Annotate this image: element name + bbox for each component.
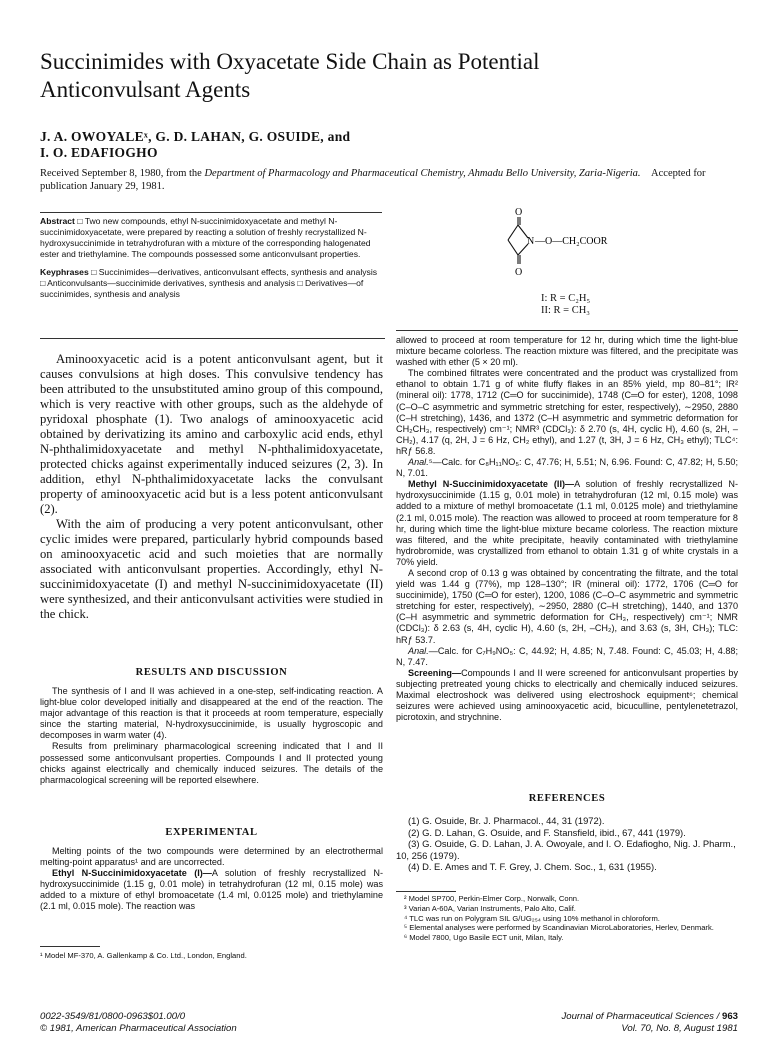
- results-body: [40, 686, 383, 786]
- keyphrases-label: Keyphrases □: [40, 267, 97, 277]
- received-accepted: Accepted for publication January 29, 1981.: [40, 168, 706, 192]
- footnote-rule-left: [40, 946, 100, 947]
- structure-nitrogen: N: [527, 236, 535, 247]
- footer-doi-code: 0022-3549/81/0800-0963$01.00/0: [40, 1011, 186, 1022]
- right-paragraph-4: [396, 479, 738, 568]
- right-paragraph-1: allowed to proceed at room temperature for 12 hr, during which time the light-blue mixture became colorless. The reaction mixture was filtered, and the precipitate was washed with ether (5 × 20 ml).: [396, 335, 738, 368]
- page-number: 963: [721, 1011, 738, 1022]
- received-note: [40, 167, 720, 193]
- title-line-2: Anticonvulsant Agents: [40, 77, 251, 102]
- authors-line-1: J. A. OWOYALEˣ, G. D. LAHAN, G. OSUIDE, and: [40, 129, 351, 144]
- results-paragraph-2: Results from preliminary pharmacological screening indicated that I and II possessed some anticonvulsant properties. Compounds I and II protected young chicks against electrically and chemically induced seizures. The details of the pharmacological screening will be reported elsewhere.: [40, 741, 383, 785]
- authors-line-2: I. O. EDAFIOGHO: [40, 145, 158, 160]
- right-column-body: [396, 335, 738, 723]
- experimental-paragraph-1: Melting points of the two compounds were determined by an electrothermal melting-point apparatus¹ and are uncorrected.: [40, 846, 383, 868]
- article-title: [40, 48, 680, 104]
- intro-paragraph-2: With the aim of producing a very potent anticonvulsant, other cyclic imides were prepared, particularly hybrid compounds based on aminooxyacetic acid and such moieties that are normally associated with anticonvulsant properties. Accordingly, ethyl N-succinimidoxyacetate (I) and methyl N-succinimidoxyacetate (II) were synthesized, and their anticonvulsant activities were studied in the chick.: [40, 517, 383, 621]
- anal-label-1: Anal.: [408, 457, 429, 468]
- anal-text-2: —Calc. for C₇H₉NO₅: C, 44.92; H, 4.85; N, 7.48. Found: C, 45.03; H, 4.88; N, 7.47.: [396, 645, 738, 667]
- compound-ii-heading: Methyl N-Succinimidoxyacetate (II)—: [408, 479, 575, 490]
- anal-label-2: Anal.: [408, 645, 429, 656]
- title-line-1: Succinimides with Oxyacetate Side Chain as Potential: [40, 49, 540, 74]
- intro-paragraph-1: Aminooxyacetic acid is a potent anticonvulsant agent, but it causes convulsions at high doses. This convulsive tendency has been attributed to the unsubstituted amino group of this compound, which is very reactive with other groups, such as the aldehyde of pyridoxal phosphate (1). Two analogs of aminooxyacetic acid obtained by derivatizing its amino and carboxylic acid ends, ethyl N-phthalimidoxyacetate and methyl N-phthalimidoxyacetate, protected chicks against experimentally induced seizures (2, 3). In addition, ethyl N-phthalimidoxyacetate lacks the convulsant property of aminooxyacetic acid but is a less potent anticonvulsant (2).: [40, 352, 383, 516]
- results-paragraph-1: The synthesis of I and II was achieved in a one-step, self-indicating reaction. A light-blue color developed initially and disappeared at the end of the reaction. The major advantage of this reaction is that it proceeds at room temperature, especially since the starting material, N-hydroxysuccinimide, is usually hygroscopic and decomposes in warm water (4).: [40, 686, 383, 741]
- footnote-rule-right: [396, 891, 456, 892]
- ring-bond: [508, 225, 518, 240]
- anal-text-1: ⁵—Calc. for C₈H₁₁NO₅: C, 47.76; H, 5.51; N, 6.96. Found: C, 47.82; H, 5.50; N, 7.01.: [396, 457, 738, 479]
- reference-item: (1) G. Osuide, Br. J. Pharmacol., 44, 31 (1972).: [408, 815, 605, 826]
- footnote-item: ³ Varian A-60A, Varian Instruments, Palo Alto, Calif.: [404, 903, 576, 913]
- experimental-section: [40, 827, 383, 913]
- reference-item: (4) D. E. Ames and T. F. Grey, J. Chem. Soc., 1, 631 (1955).: [408, 861, 657, 872]
- abstract-label: Abstract □: [40, 216, 83, 226]
- right-paragraph-5: A second crop of 0.13 g was obtained by concentrating the filtrate, and the total yield was 1.44 g (77%), mp 128–130°; IR (mineral oil): 1772, 1706 (C═O for succinimide), 1750 (C═O for ester), 1200, 1086 (C–O–C asymmetric and symmetric stretching for ester, respectively), ∼2950, 2880 (C–H stretching), 1440, and 1370 (C–H asymmetric and symmetric deformation for CH₃, respectively) cm⁻¹; NMR (CDCl₃): δ 2.63 (s, 4H, cyclic H), 4.60 (s, 2H, –CH₂), and 3.63 (s, 3H, CH₃); TLC: hRƒ 53.7.: [396, 567, 738, 645]
- footer-journal-line: [420, 1011, 738, 1023]
- compound-i-heading: Ethyl N-Succinimidoxyacetate (I)—: [52, 868, 212, 879]
- introduction: [40, 352, 383, 622]
- references-heading: REFERENCES: [528, 793, 606, 804]
- structure-label-1: I: R = C₂H₅: [541, 293, 591, 304]
- ring-bond: [508, 240, 518, 255]
- structure-oxygen-bottom: O: [515, 267, 523, 278]
- right-column-rule: [396, 330, 738, 331]
- footer-volume: Vol. 70, No. 8, August 1981: [621, 1022, 738, 1034]
- right-paragraph-2: The combined filtrates were concentrated and the product was crystallized from ethanol to obtain 1.71 g of white fluffy flakes in an 85% yield, mp 80–81°; IR² (mineral oil): 1778, 1712 (C═O for succinimide), 1748 (C═O for ester), 1208, 1098 (C–O–C asymmetric and symmetric stretching for ester, respectively), ∼2950, 2880 (C–H stretching), 1436, and 1372 (C–H asymmetric and symmetric deformation for CH₂CH₃, respectively) cm⁻¹; NMR³ (CDCl₃): δ 2.70 (s, 4H, cyclic H), 4.60 (s, 2H, –CH₂), 4.17 (q, 2H, J = 6 Hz, CH₂ ethyl), and 1.27 (t, 3H, J = 6 Hz, CH₃ ethyl); TLC⁴: hRƒ 56.8.: [396, 368, 738, 456]
- compound-i-text: A solution of freshly recrystallized N-hydroxysuccinimide (1.15 g, 0.01 mole) in tetrahydrofuran (12 ml, 0.15 mole) was added to a mixture of ethyl bromoacetate (1.4 ml, 0.0125 mole) and triethylamine (2.1 ml, 0.015 mole). The reaction was: [40, 868, 383, 912]
- footer-journal-name: Journal of Pharmaceutical Sciences /: [561, 1011, 722, 1022]
- footnote-item: ⁵ Elemental analyses were performed by Scandinavian MicroLaboratories, Herlev, Denmark.: [404, 923, 714, 933]
- screening-text: Compounds I and II were screened for anticonvulsant properties by subjecting pretreated young chicks to electrically and chemically induced seizures. Maximal electroshock was delivered using electroshock equipment⁶; chemical seizures were achieved using aminooxyacetic acid, bicuculline, pentylenetetrazol, picrotoxin, and strychnine.: [396, 667, 738, 723]
- experimental-heading: EXPERIMENTAL: [165, 827, 258, 838]
- right-paragraph-6: [396, 646, 738, 668]
- results-section: [40, 667, 383, 786]
- references-list: [396, 815, 738, 873]
- abstract-block: [40, 212, 382, 307]
- keyphrases-text: Succinimides—derivatives, anticonvulsant effects, synthesis and analysis □ Anticonvulsants—succinimide derivatives, synthesis and analysis □ Derivatives—of succinimides, synthesis and analysis: [40, 267, 378, 299]
- footnotes-right: [396, 894, 738, 943]
- structure-label-2: II: R = CH₃: [541, 305, 590, 316]
- experimental-paragraph-2: [40, 868, 383, 912]
- footer-left: [40, 1011, 370, 1034]
- reference-item: (2) G. D. Lahan, G. Osuide, and F. Stansfield, ibid., 67, 441 (1979).: [408, 826, 686, 838]
- structure-oxygen-top: O: [515, 207, 523, 218]
- chemical-structure: [500, 200, 660, 290]
- footnote-left: ¹ Model MF-370, A. Gallenkamp & Co. Ltd., London, England.: [40, 951, 247, 960]
- results-heading: RESULTS AND DISCUSSION: [135, 667, 288, 678]
- footer-right: [420, 1011, 738, 1034]
- keyphrases-paragraph: [40, 267, 382, 300]
- footnote-item: ⁴ TLC was run on Polygram SIL G/UG₂₅₄ using 10% methanol in chloroform.: [404, 913, 660, 923]
- footer-copyright: © 1981, American Pharmaceutical Association: [40, 1022, 237, 1034]
- abstract-paragraph: [40, 216, 382, 260]
- right-paragraph-3: [396, 457, 738, 479]
- received-prefix: Received September 8, 1980, from the: [40, 168, 205, 179]
- right-paragraph-7: [396, 668, 738, 723]
- received-department: Department of Pharmacology and Pharmaceutical Chemistry, Ahmadu Bello University, Zaria-Nigeria.: [204, 168, 641, 179]
- abstract-text: Two new compounds, ethyl N-succinimidoxyacetate and methyl N-succinimidoxyacetate, were prepared by reacting a solution of freshly recrystallized N-hydroxysuccinimide in tetrahydrofuran with a mixture of the corresponding halogenated ester and triethylamine. The compounds possessed some anticonvulsant properties.: [40, 216, 371, 259]
- author-list: [40, 129, 680, 161]
- reference-item: (3) G. Osuide, G. D. Lahan, J. A. Owoyale, and I. O. Edafiogho, Nig. J. Pharm., 10, 256 (1979).: [396, 838, 736, 861]
- structure-legend: [541, 293, 590, 317]
- structure-side-chain: —O—CH₂COOR: [535, 236, 608, 247]
- screening-heading: Screening—: [408, 667, 462, 678]
- footnote-item: ² Model SP700, Perkin-Elmer Corp., Norwalk, Conn.: [404, 894, 580, 903]
- experimental-body: [40, 846, 383, 913]
- compound-ii-text: A solution of freshly recrystallized N-hydroxysuccinimide (1.15 g, 0.01 mole) in tetrahydrofuran (12 ml, 0.15 mole) was added to a mixture of methyl bromoacetate (1.1 ml, 0.0125 mole) and triethylamine (2.1 ml, 0.015 mole). The reaction was allowed to proceed at room temperature for 8 hr, during which time the light-blue mixture became colorless. The reaction mixture was filtered, and the white precipitate, heavily contaminated with triethylamine hydrobromide, was crystallized from ethanol to obtain 1.31 g of white crystals in a 70% yield.: [396, 479, 738, 567]
- abstract-divider: [40, 338, 385, 339]
- footnote-item: ⁶ Model 7800, Ugo Basile ECT unit, Milan, Italy.: [404, 933, 564, 943]
